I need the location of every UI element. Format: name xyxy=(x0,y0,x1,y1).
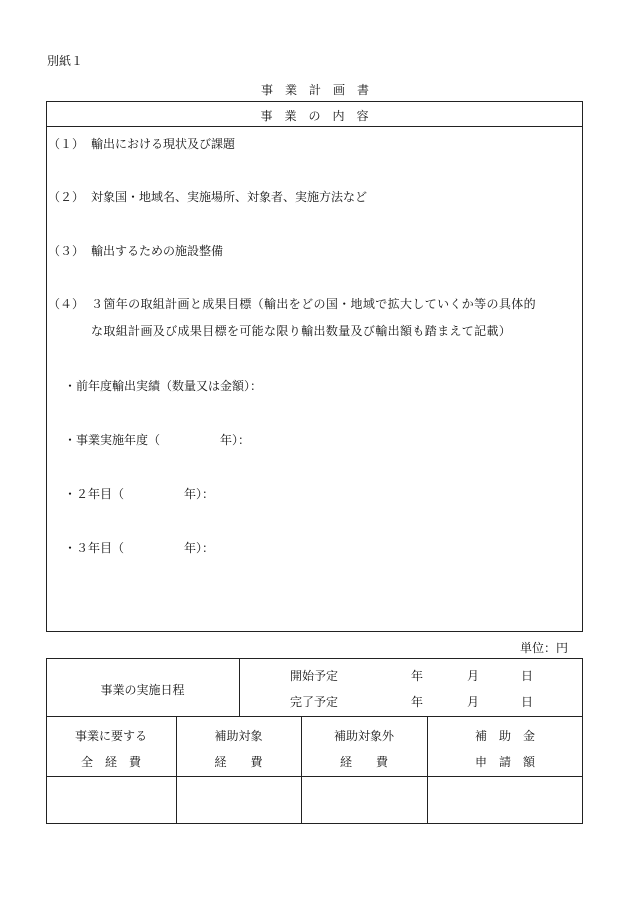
schedule-label: 事業の実施日程 xyxy=(100,683,185,697)
content-header-divider xyxy=(46,126,583,127)
start-planned-label: 開始予定 xyxy=(290,669,339,683)
end-planned-label: 完了予定 xyxy=(290,695,339,709)
eligible-cost-header-line1: 補助対象 xyxy=(214,729,263,743)
end-day: 日 xyxy=(521,695,534,709)
eligible-cost-header-line2: 経 費 xyxy=(214,755,263,769)
content-header: 事 業 の 内 容 xyxy=(260,109,369,123)
total-cost-value-cell[interactable] xyxy=(47,777,175,823)
schedule-divider xyxy=(239,658,240,717)
end-month: 月 xyxy=(467,695,480,709)
item-4-text-line2: な取組計画及び成果目標を可能な限り輸出数量及び輸出額も踏まえて記載） xyxy=(91,324,512,338)
subsidy-request-value-cell[interactable] xyxy=(428,777,582,823)
bullet-previous-year-exports: ・前年度輸出実績（数量又は金額）： xyxy=(64,379,263,393)
annex-label: 別紙１ xyxy=(47,54,84,68)
eligible-cost-value-cell[interactable] xyxy=(177,777,300,823)
item-4-text: ３箇年の取組計画と成果目標（輸出をどの国・地域で拡大していくか等の具体的 xyxy=(91,297,536,311)
item-1-text: 輸出における現状及び課題 xyxy=(91,137,236,151)
unit-label: 単位：円 xyxy=(520,641,569,655)
item-2-text: 対象国・地域名、実施場所、対象者、実施方法など xyxy=(91,190,368,204)
total-cost-header-line2: 全 経 費 xyxy=(80,755,141,769)
item-3-text: 輸出するための施設整備 xyxy=(91,244,224,258)
item-4-number: （４） xyxy=(48,297,85,311)
item-3-number: （３） xyxy=(48,244,85,258)
end-year: 年 xyxy=(411,695,424,709)
schedule-bottom-line xyxy=(46,716,583,717)
start-month: 月 xyxy=(467,669,480,683)
bullet-third-year: ・３年目（ 年）： xyxy=(64,541,215,555)
bullet-second-year: ・２年目（ 年）： xyxy=(64,487,215,501)
total-cost-header-line1: 事業に要する xyxy=(74,729,147,743)
subsidy-request-header-line1: 補 助 金 xyxy=(474,729,535,743)
start-year: 年 xyxy=(411,669,424,683)
ineligible-cost-header-line2: 経 費 xyxy=(339,755,388,769)
ineligible-cost-value-cell[interactable] xyxy=(302,777,426,823)
ineligible-cost-header-line1: 補助対象外 xyxy=(333,729,394,743)
subsidy-request-header-line2: 申 請 額 xyxy=(474,755,535,769)
bullet-implementation-year: ・事業実施年度（ 年）： xyxy=(64,433,251,447)
item-1-number: （１） xyxy=(48,137,85,151)
item-2-number: （２） xyxy=(48,190,85,204)
document-title: 事 業 計 画 書 xyxy=(260,83,369,97)
start-day: 日 xyxy=(521,669,534,683)
